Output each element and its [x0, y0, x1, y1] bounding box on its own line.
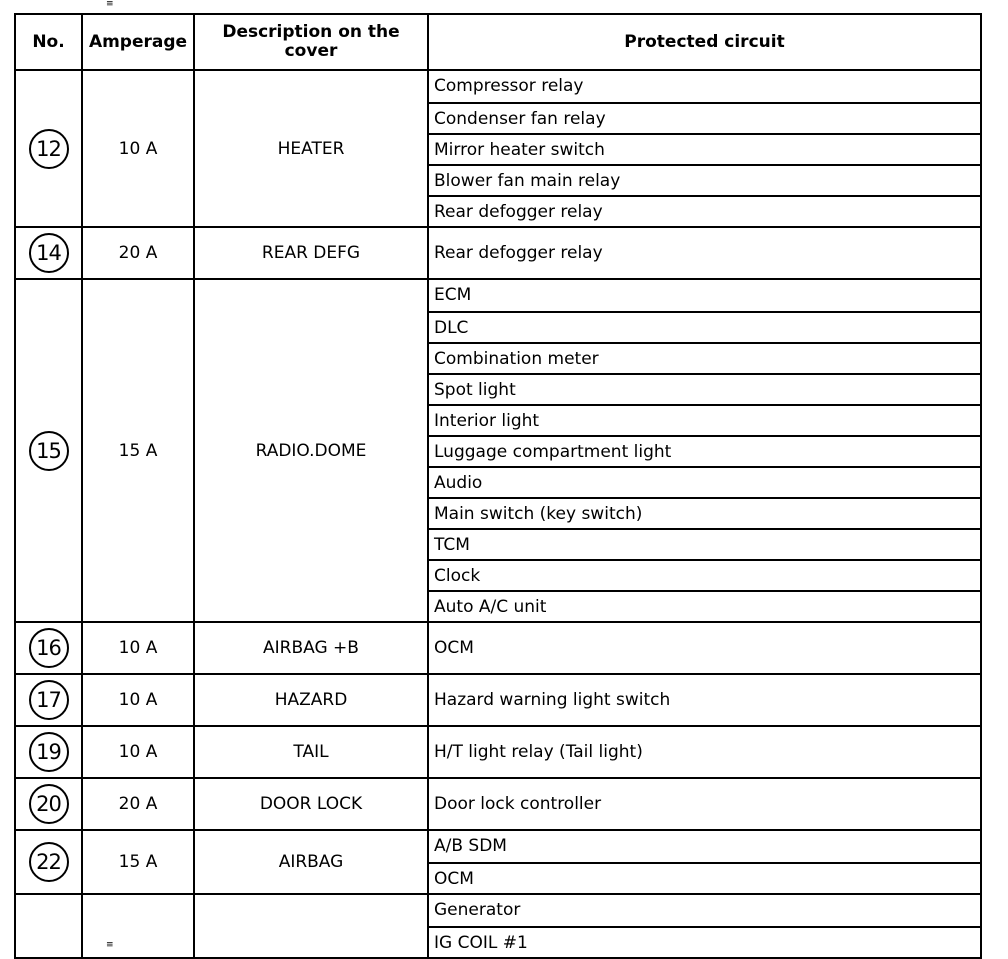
header-description: Description on the cover: [194, 14, 428, 70]
description-cell: HEATER: [194, 70, 428, 227]
table-row: [15, 674, 981, 726]
table-row: [15, 830, 981, 894]
protected-circuit-item: Main switch (key switch): [429, 497, 980, 528]
protected-circuit-cell: [428, 674, 981, 726]
fuse-number-circle: 20: [29, 784, 69, 824]
protected-circuit-item: Condenser fan relay: [429, 102, 980, 133]
fuse-number-circle: 17: [29, 680, 69, 720]
protected-circuit-item: Hazard warning light switch: [434, 690, 671, 710]
description-cell: TAIL: [194, 726, 428, 778]
table-row: [15, 726, 981, 778]
protected-circuit-cell: [428, 830, 981, 894]
protected-circuit-item: ECM: [434, 285, 472, 305]
fuse-table-body: [15, 70, 981, 958]
description-cell: RADIO.DOME: [194, 279, 428, 622]
description-cell: DOOR LOCK: [194, 778, 428, 830]
protected-circuit-cell: [428, 622, 981, 674]
protected-circuit-item: Spot light: [429, 373, 980, 404]
protected-circuit-item: Combination meter: [429, 342, 980, 373]
amperage-cell: 10 A: [82, 726, 194, 778]
fuse-number-circle: 14: [29, 233, 69, 273]
fuse-number-circle: 22: [29, 842, 69, 882]
amperage-cell: 20 A: [82, 778, 194, 830]
protected-circuit-item: Mirror heater switch: [429, 133, 980, 164]
protected-circuit-item: Rear defogger relay: [434, 243, 603, 263]
fuse-number-circle: 15: [29, 431, 69, 471]
table-row: [15, 227, 981, 279]
protected-circuit-item: TCM: [429, 528, 980, 559]
header-no: No.: [15, 14, 82, 70]
amperage-cell: 20 A: [82, 227, 194, 279]
amperage-cell: 10 A: [82, 674, 194, 726]
protected-circuit-item: DLC: [429, 311, 980, 342]
description-cell: AIRBAG +B: [194, 622, 428, 674]
table-row: [15, 70, 981, 227]
header-row: [15, 14, 981, 70]
amperage-cell: 10 A: [82, 622, 194, 674]
protected-circuit-item: A/B SDM: [434, 836, 507, 856]
fuse-number-circle: 16: [29, 628, 69, 668]
protected-circuit-item: Interior light: [429, 404, 980, 435]
header-circuit: Protected circuit: [428, 14, 981, 70]
fuse-number-circle: 19: [29, 732, 69, 772]
protected-circuit-cell: [428, 227, 981, 279]
table-row: [15, 778, 981, 830]
protected-circuit-item: Audio: [429, 466, 980, 497]
table-row: [15, 622, 981, 674]
protected-circuit-item: OCM: [429, 862, 980, 893]
bottom-crop-mark: ≡: [106, 940, 114, 950]
protected-circuit-item: Luggage compartment light: [429, 435, 980, 466]
description-cell: [194, 894, 428, 958]
fuse-number-cell: [15, 674, 82, 726]
protected-circuit-cell: [428, 70, 981, 227]
protected-circuit-cell: [428, 778, 981, 830]
fuse-number-cell: [15, 70, 82, 227]
protected-circuit-item: Clock: [429, 559, 980, 590]
protected-circuit-item: Rear defogger relay: [429, 195, 980, 226]
fuse-number-cell: [15, 894, 82, 958]
amperage-cell: 10 A: [82, 70, 194, 227]
top-crop-mark: ≡: [106, 0, 114, 9]
fuse-number-cell: [15, 227, 82, 279]
table-row: [15, 279, 981, 622]
protected-circuit-cell: [428, 279, 981, 622]
protected-circuit-cell: [428, 894, 981, 958]
amperage-cell: 15 A: [82, 279, 194, 622]
protected-circuit-item: Blower fan main relay: [429, 164, 980, 195]
table-row: [15, 894, 981, 958]
header-amperage: Amperage: [82, 14, 194, 70]
description-cell: REAR DEFG: [194, 227, 428, 279]
fuse-table: [14, 13, 982, 959]
protected-circuit-item: Door lock controller: [434, 794, 602, 814]
protected-circuit-item: Generator: [434, 900, 521, 920]
amperage-cell: 15 A: [82, 830, 194, 894]
description-cell: AIRBAG: [194, 830, 428, 894]
fuse-number-circle: 12: [29, 129, 69, 169]
fuse-number-cell: [15, 778, 82, 830]
protected-circuit-item: Auto A/C unit: [429, 590, 980, 621]
fuse-number-cell: [15, 726, 82, 778]
description-cell: HAZARD: [194, 674, 428, 726]
protected-circuit-item: Compressor relay: [434, 76, 584, 96]
protected-circuit-item: OCM: [434, 638, 474, 658]
protected-circuit-cell: [428, 726, 981, 778]
fuse-number-cell: [15, 622, 82, 674]
fuse-number-cell: [15, 830, 82, 894]
fuse-number-cell: [15, 279, 82, 622]
protected-circuit-item: IG COIL #1: [429, 926, 980, 957]
protected-circuit-item: H/T light relay (Tail light): [434, 742, 643, 762]
amperage-cell: [82, 894, 194, 958]
